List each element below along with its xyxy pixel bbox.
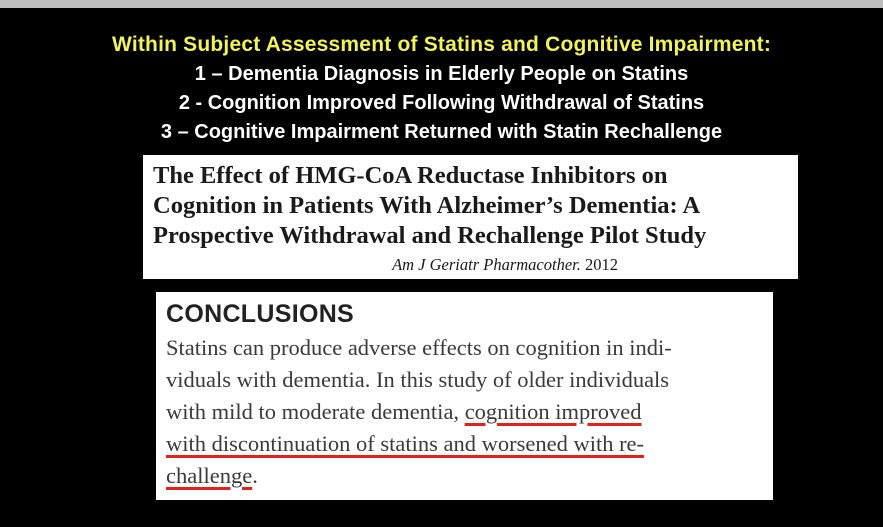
highlighted-text: with discontinuation of statins and worsened with re- — [166, 431, 645, 456]
point-2: 2 - Cognition Improved Following Withdrawal of Statins — [178, 92, 705, 114]
conclusions-line: viduals with dementia. In this study of older individuals — [166, 367, 670, 392]
journal-name: Am J Geriatr Pharmacother. — [392, 255, 581, 274]
paper-title-line: The Effect of HMG-CoA Reductase Inhibitors on — [153, 162, 668, 189]
conclusions-text-segment: with mild to moderate dementia, — [166, 399, 465, 424]
point-3: 3 – Cognitive Impairment Returned with Statin Rechallenge — [160, 121, 723, 143]
conclusions-line — [166, 460, 766, 492]
conclusions-line: Statins can produce adverse effects on cognition in indi- — [166, 335, 672, 360]
highlighted-text: challenge — [166, 463, 253, 488]
conclusions-text-segment: . — [252, 463, 258, 488]
slide-heading — [0, 30, 883, 147]
highlighted-text: cognition improved — [464, 399, 642, 424]
publication-year: 2012 — [585, 255, 618, 274]
slide-title: Within Subject Assessment of Statins and Cognitive Impairment: — [111, 33, 772, 56]
paper-title-box — [143, 155, 798, 279]
paper-title-line: Cognition in Patients With Alzheimer’s Dementia: A — [153, 192, 701, 219]
conclusions-heading: CONCLUSIONS — [166, 300, 355, 328]
paper-title — [153, 161, 798, 251]
point-1: 1 – Dementia Diagnosis in Elderly People on Statins — [194, 63, 689, 85]
conclusions-line — [166, 396, 766, 428]
paper-title-line: Prospective Withdrawal and Rechallenge Pilot Study — [153, 222, 707, 249]
conclusions-line — [166, 428, 766, 460]
conclusions-box — [156, 292, 773, 500]
top-bar — [0, 0, 883, 8]
citation — [153, 255, 798, 275]
conclusions-text — [166, 332, 766, 492]
